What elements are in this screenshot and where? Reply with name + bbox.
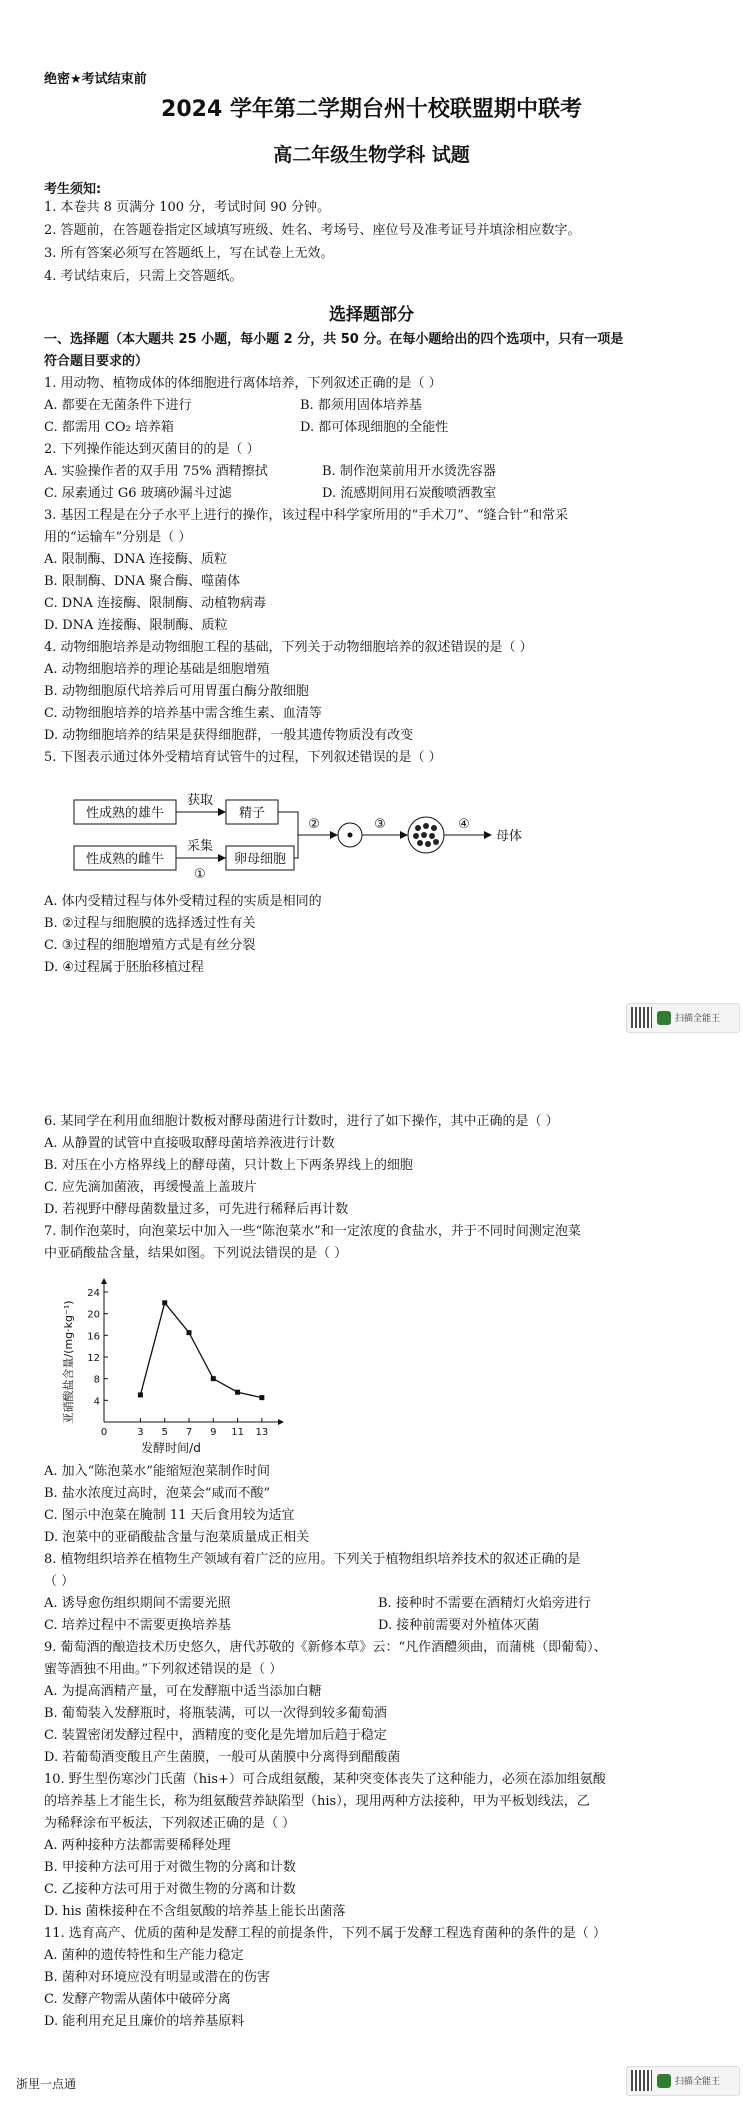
option-d: D. DNA 连接酶、限制酶、质粒: [44, 618, 228, 633]
x-axis-arrow: [278, 1419, 284, 1425]
option-a: A. 体内受精过程与体外受精过程的实质是相同的: [44, 894, 322, 909]
question-stem: 6. 某同学在利用血细胞计数板对酵母菌进行计数时，进行了如下操作，其中正确的是（ ）: [44, 1114, 559, 1129]
option-a: A. 动物细胞培养的理论基础是细胞增殖: [44, 662, 270, 677]
option-c: C. 图示中泡菜在腌制 11 天后食用较为适宜: [44, 1508, 295, 1523]
step-4-label: ④: [458, 817, 470, 832]
option-c: C. 乙接种方法可用于对微生物的分离和计数: [44, 1882, 296, 1897]
step-3-label: ③: [374, 817, 386, 832]
y-tick-label: 12: [87, 1353, 100, 1364]
step-2-label: ②: [308, 817, 320, 832]
scanner-watermark: [626, 2066, 740, 2096]
step-1-label: ①: [194, 867, 206, 882]
data-point: [162, 1300, 167, 1305]
chart-ylabel: 亚硝酸盐含量/(mg·kg⁻¹): [62, 1300, 75, 1424]
x-tick-label: 0: [100, 1427, 108, 1438]
option-a: A. 限制酶、DNA 连接酶、质粒: [44, 552, 227, 567]
notice-item: 1. 本卷共 8 页满分 100 分，考试时间 90 分钟。: [44, 200, 330, 215]
y-tick-label: 4: [93, 1396, 100, 1408]
qr-code-icon: [631, 1007, 652, 1028]
scanner-watermark: [626, 1003, 740, 1033]
series-line: [140, 1303, 261, 1398]
option-b: B. ②过程与细胞膜的选择透过性有关: [44, 916, 256, 931]
scanner-logo-icon: [657, 2074, 671, 2088]
ivf-flow-diagram: [60, 788, 540, 888]
footer-source: 浙里一点通: [16, 2077, 77, 2091]
option-d: D. his 菌株接种在不含组氨酸的培养基上能长出菌落: [44, 1904, 346, 1919]
question-stem: 为稀释涂布平板法，下列叙述正确的是（ ）: [44, 1816, 296, 1831]
data-point: [138, 1392, 143, 1397]
x-tick-label: 13: [255, 1427, 269, 1438]
option-c: C. 培养过程中不需要更换培养基: [44, 1618, 231, 1633]
option-c: C. DNA 连接酶、限制酶、动植物病毒: [44, 596, 267, 611]
y-tick-label: 16: [87, 1331, 100, 1343]
question-stem: 11. 选育高产、优质的菌种是发酵工程的前提条件，下列不属于发酵工程选育菌种的条件的是（ ）: [44, 1926, 606, 1941]
option-b: B. 接种时不需要在酒精灯火焰旁进行: [378, 1596, 591, 1611]
instructions-line: 一、选择题（本大题共 25 小题，每小题 2 分，共 50 分。在每小题给出的四个选项中，只有一项是: [44, 332, 624, 347]
y-tick-label: 20: [87, 1309, 100, 1321]
question-stem: 9. 葡萄酒的酿造技术历史悠久，唐代苏敬的《新修本草》云：“凡作酒醴须曲，而蒲桃（即葡萄）、: [44, 1640, 607, 1655]
option-c: C. 尿素通过 G6 玻璃砂漏斗过滤: [44, 486, 232, 501]
question-stem: 3. 基因工程是在分子水平上进行的操作，该过程中科学家所用的“手术刀”、“缝合针”和常采: [44, 508, 569, 523]
option-c: C. 装置密闭发酵过程中，酒精度的变化是先增加后趋于稳定: [44, 1728, 387, 1743]
question-stem: 用的“运输车”分别是（ ）: [44, 530, 192, 545]
exam-title: 2024 学年第二学期台州十校联盟期中联考: [161, 97, 582, 122]
instructions-line: 符合题目要求的）: [44, 354, 149, 369]
option-a: A. 加入“陈泡菜水”能缩短泡菜制作时间: [44, 1464, 270, 1479]
x-tick-label: 9: [210, 1427, 217, 1438]
notice-item: 3. 所有答案必须写在答题纸上，写在试卷上无效。: [44, 246, 334, 261]
qr-code-icon: [631, 2070, 652, 2091]
scanner-logo-icon: [657, 1011, 671, 1025]
option-c: C. 发酵产物需从菌体中破碎分离: [44, 1992, 231, 2007]
data-point: [259, 1395, 264, 1400]
option-d: D. 流感期间用石炭酸喷洒教室: [322, 486, 497, 501]
scanner-label: 扫描全能王: [675, 2077, 721, 2087]
option-d: D. 泡菜中的亚硝酸盐含量与泡菜质量成正相关: [44, 1530, 310, 1545]
option-d: D. 能利用充足且廉价的培养基原料: [44, 2014, 245, 2029]
y-axis-arrow: [101, 1278, 107, 1284]
x-tick-label: 3: [137, 1427, 144, 1438]
question-stem: 8. 植物组织培养在植物生产领域有着广泛的应用。下列关于植物组织培养技术的叙述正确的是: [44, 1552, 581, 1567]
question-stem: 1. 用动物、植物成体的体细胞进行离体培养，下列叙述正确的是（ ）: [44, 376, 442, 391]
egg-label: 卵母细胞: [233, 852, 287, 867]
option-d: D. 动物细胞培养的结果是获得细胞群，一般其遗传物质没有改变: [44, 728, 414, 743]
question-stem: 的培养基上才能生长，称为组氨酸营养缺陷型（his），现用两种方法接种，甲为平板划线法，乙: [44, 1794, 590, 1809]
confidential-mark: 绝密★考试结束前: [44, 72, 147, 87]
option-b: B. 盐水浓度过高时，泡菜会“咸而不酸”: [44, 1486, 271, 1501]
option-b: B. 葡萄装入发酵瓶时，将瓶装满，可以一次得到较多葡萄酒: [44, 1706, 387, 1721]
option-c: C. 都需用 CO₂ 培养箱: [44, 420, 174, 435]
option-d: D. 接种前需要对外植体灭菌: [378, 1618, 540, 1633]
option-b: B. 动物细胞原代培养后可用胃蛋白酶分散细胞: [44, 684, 309, 699]
data-point: [187, 1330, 192, 1335]
option-a: A. 诱导愈伤组织期间不需要光照: [44, 1596, 231, 1611]
exam-subtitle: 高二年级生物学科 试题: [273, 144, 470, 166]
data-point: [211, 1376, 216, 1381]
option-d: D. ④过程属于胚胎移植过程: [44, 960, 204, 975]
question-stem: 7. 制作泡菜时，向泡菜坛中加入一些“陈泡菜水”和一定浓度的食盐水，并于不同时间测定泡菜: [44, 1224, 581, 1239]
option-b: B. 对压在小方格界线上的酵母菌，只计数上下两条界线上的细胞: [44, 1158, 413, 1173]
option-a: A. 都要在无菌条件下进行: [44, 398, 192, 413]
option-c: C. 应先滴加菌液，再缓慢盖上盖玻片: [44, 1180, 257, 1195]
sperm-label: 精子: [238, 806, 266, 821]
get-label: 获取: [186, 793, 214, 808]
option-b: B. 菌种对环境应没有明显或潜在的伤害: [44, 1970, 270, 1985]
notice-item: 2. 答题前，在答题卷指定区域填写班级、姓名、考场号、座位号及准考证号并填涂相应数字。: [44, 223, 581, 238]
option-d: D. 若葡萄酒变酸且产生菌膜，一般可从菌膜中分离得到醋酸菌: [44, 1750, 401, 1765]
option-b: B. 甲接种方法可用于对微生物的分离和计数: [44, 1860, 296, 1875]
nitrite-chart: [56, 1272, 306, 1457]
chart-xlabel: 发酵时间/d: [141, 1441, 201, 1455]
question-stem: 5. 下图表示通过体外受精培育试管牛的过程，下列叙述错误的是（ ）: [44, 750, 442, 765]
collect-label: 采集: [186, 839, 214, 854]
option-d: D. 若视野中酵母菌数量过多，可先进行稀释后再计数: [44, 1202, 349, 1217]
question-stem: 10. 野生型伤寒沙门氏菌（his+）可合成组氨酸，某种突变体丧失了这种能力，必须在添加组氨酸: [44, 1772, 606, 1787]
question-stem: 4. 动物细胞培养是动物细胞工程的基础，下列关于动物细胞培养的叙述错误的是（ ）: [44, 640, 533, 655]
y-tick-label: 8: [93, 1374, 100, 1386]
option-d: D. 都可体现细胞的全能性: [300, 420, 449, 435]
option-a: A. 为提高酒精产量，可在发酵瓶中适当添加白糖: [44, 1684, 322, 1699]
x-tick-label: 5: [161, 1427, 168, 1438]
option-c: C. ③过程的细胞增殖方式是有丝分裂: [44, 938, 256, 953]
y-tick-label: 24: [87, 1288, 100, 1299]
question-stem: 蜜等酒独不用曲。”下列叙述错误的是（ ）: [44, 1662, 283, 1677]
data-point: [235, 1390, 240, 1395]
option-a: A. 实验操作者的双手用 75% 酒精擦拭: [44, 464, 268, 479]
female-label: 性成熟的雌牛: [85, 852, 165, 867]
question-stem: 2. 下列操作能达到灭菌目的的是（ ）: [44, 442, 260, 457]
option-a: A. 从静置的试管中直接吸取酵母菌培养液进行计数: [44, 1136, 335, 1151]
question-stem: （ ）: [44, 1574, 75, 1589]
x-tick-label: 7: [185, 1427, 193, 1438]
option-c: C. 动物细胞培养的培养基中需含维生素、血清等: [44, 706, 322, 721]
option-a: A. 两种接种方法都需要稀释处理: [44, 1838, 231, 1853]
question-stem: 中亚硝酸盐含量，结果如图。下列说法错误的是（ ）: [44, 1246, 348, 1261]
notice-heading: 考生须知:: [44, 182, 102, 197]
male-label: 性成熟的雄牛: [85, 806, 165, 821]
x-tick-label: 11: [231, 1427, 244, 1438]
section-title: 选择题部分: [329, 305, 414, 325]
option-a: A. 菌种的遗传特性和生产能力稳定: [44, 1948, 244, 1963]
option-b: B. 制作泡菜前用开水烫洗容器: [322, 464, 496, 479]
option-b: B. 限制酶、DNA 聚合酶、噬菌体: [44, 574, 241, 589]
notice-item: 4. 考试结束后，只需上交答题纸。: [44, 269, 243, 284]
scanner-label: 扫描全能王: [675, 1014, 721, 1024]
mother-label: 母体: [496, 829, 523, 844]
option-b: B. 都须用固体培养基: [300, 398, 422, 413]
